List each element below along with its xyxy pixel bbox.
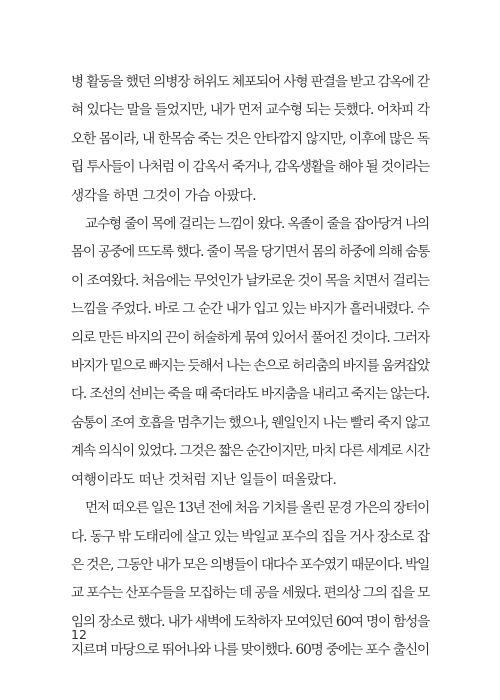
text-line: 생각을 하면 그것이 가슴 아팠다.	[71, 187, 257, 204]
text-line: 병 활동을 했던 의병장 허위도 체포되어 사형 판결을 받고 감옥에 갇	[71, 74, 429, 90]
text-line: 계속 의식이 있었다. 그것은 짧은 순간이지만, 마치 다른 세계로 시간	[71, 443, 429, 460]
text-line: 오한 몸이라, 내 한목숨 죽는 것은 안타깝지 않지만, 이후에 많은 독	[71, 130, 429, 147]
text-line: 의로 만든 바지의 끈이 허술하게 묶여 있어서 풀어진 것이다. 그러자	[71, 329, 429, 346]
text-line: 교수형 줄이 목에 걸리는 느낌이 왔다. 옥졸이 줄을 잡아당겨 나의	[85, 216, 429, 233]
text-line: 립 투사들이 나처럼 이 감옥서 죽거나, 감옥생활을 해야 될 것이라는	[71, 159, 429, 176]
text-line: 이 조여왔다. 처음에는 무엇인가 날카로운 것이 목을 치면서 걸리는	[71, 272, 429, 289]
text-line: 다. 조선의 선비는 죽을 때 죽더라도 바지춤을 내리고 죽지는 않는다.	[71, 386, 429, 403]
body-text	[71, 68, 429, 665]
text-line: 다. 동구 밖 도태리에 살고 있는 박일교 포수의 집을 거사 장소로 잡	[71, 528, 429, 545]
text-line: 몸이 공중에 뜨도록 했다. 줄이 목을 당기면서 몸의 하중에 의해 숨통	[71, 244, 429, 261]
text-line: 숨통이 조여 호흡을 멈추기는 했으나, 웬일인지 나는 빨리 죽지 않고	[71, 414, 429, 431]
text-line: 여행이라도 떠난 것처럼 지난 일들이 떠올랐다.	[71, 471, 337, 488]
text-line: 느낌을 주었다. 바로 그 순간 내가 입고 있는 바지가 흘러내렸다. 수	[71, 301, 429, 318]
page-number: 12	[71, 627, 87, 642]
text-line: 먼저 떠오른 일은 13년 전에 처음 기치를 올린 문경 가은의 장터이	[85, 500, 429, 517]
text-line: 지르며 마당으로 뛰어나와 나를 맞이했다. 60명 중에는 포수 출신이	[71, 642, 429, 659]
text-line: 혀 있다는 말을 들었지만, 내가 먼저 교수형 되는 듯했다. 어차피 각	[71, 102, 429, 119]
text-line: 임의 장소로 했다. 내가 새벽에 도착하자 모여있던 60여 명이 함성을	[71, 613, 429, 630]
text-line: 은 것은, 그동안 내가 모은 의병들이 대다수 포수였기 때문이다. 박일	[71, 556, 429, 573]
text-line: 교 포수는 산포수들을 모집하는 데 공을 세웠다. 편의상 그의 집을 모	[71, 585, 429, 602]
text-line: 바지가 밑으로 빠지는 듯해서 나는 손으로 허리춤의 바지를 움켜잡았	[71, 358, 429, 375]
